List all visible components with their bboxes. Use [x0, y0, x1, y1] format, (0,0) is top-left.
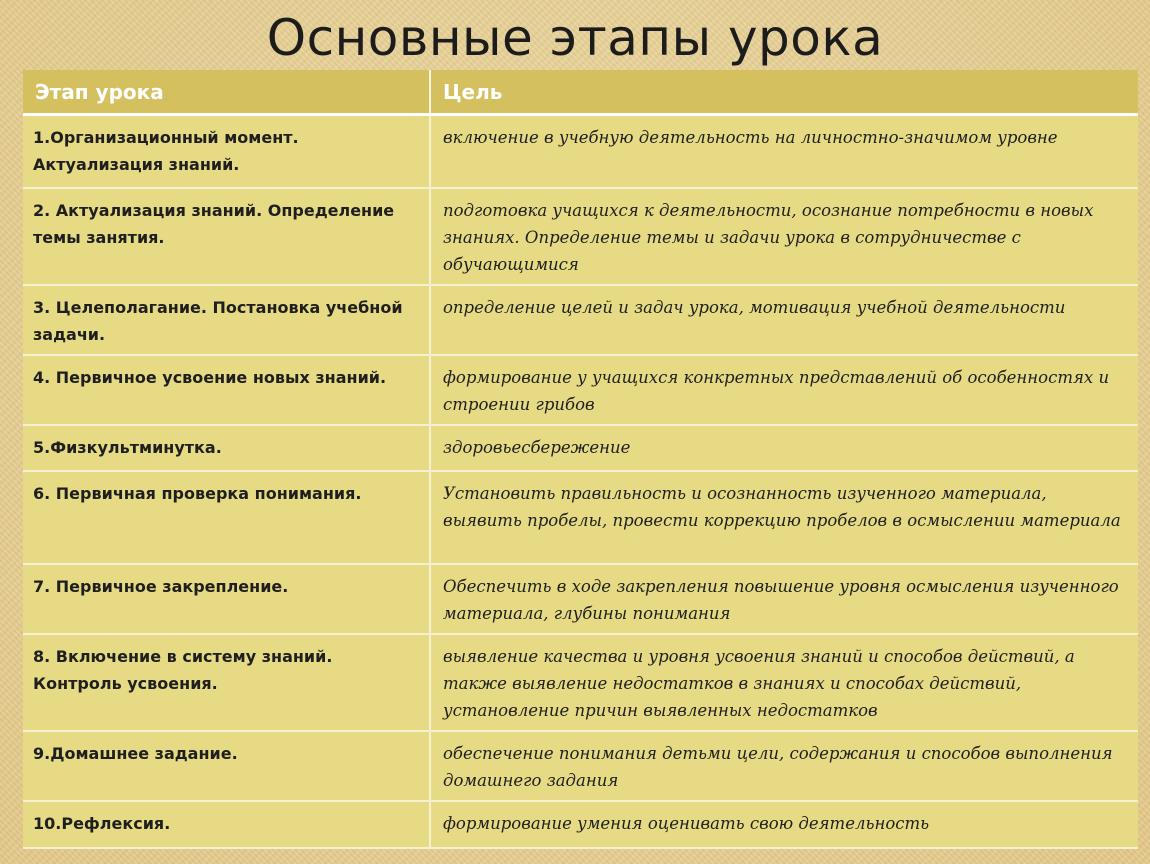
stage-cell: 6. Первичная проверка понимания.: [23, 471, 430, 564]
goal-cell: выявление качества и уровня усвоения знаний и способов действий, а также выявление недостатков в знаниях и способах действий, установление причин выявленных недостатков: [430, 634, 1138, 731]
goal-cell: определение целей и задач урока, мотивация учебной деятельности: [430, 285, 1138, 355]
header-stage: Этап урока: [23, 70, 430, 115]
header-goal: Цель: [430, 70, 1138, 115]
stage-cell: 8. Включение в систему знаний. Контроль усвоения.: [23, 634, 430, 731]
goal-cell: подготовка учащихся к деятельности, осознание потребности в новых знаниях. Определение темы и задачи урока в сотрудничестве с обучающимися: [430, 188, 1138, 285]
table-row: [23, 115, 1138, 188]
stage-cell: 3. Целеполагание. Постановка учебной задачи.: [23, 285, 430, 355]
goal-cell: Установить правильность и осознанность изученного материала, выявить пробелы, провести коррекцию пробелов в осмыслении материала: [430, 471, 1138, 564]
stage-cell: 7. Первичное закрепление.: [23, 564, 430, 634]
goal-cell: формирование у учащихся конкретных представлений об особенностях и строении грибов: [430, 355, 1138, 425]
stage-cell: 2. Актуализация знаний. Определение темы занятия.: [23, 188, 430, 285]
table-row: [23, 801, 1138, 848]
lesson-stages-table: [23, 70, 1138, 849]
table-row: [23, 355, 1138, 425]
goal-cell: формирование умения оценивать свою деятельность: [430, 801, 1138, 848]
stage-cell: 10.Рефлексия.: [23, 801, 430, 848]
stage-cell: 9.Домашнее задание.: [23, 731, 430, 801]
stage-cell: 4. Первичное усвоение новых знаний.: [23, 355, 430, 425]
stage-cell: 5.Физкультминутка.: [23, 425, 430, 471]
slide-title: Основные этапы урока: [266, 9, 884, 67]
table-row: [23, 564, 1138, 634]
table-row: [23, 425, 1138, 471]
table-row: [23, 285, 1138, 355]
goal-cell: Обеспечить в ходе закрепления повышение уровня осмысления изученного материала, глубины понимания: [430, 564, 1138, 634]
goal-cell: включение в учебную деятельность на личностно-значимом уровне: [430, 115, 1138, 188]
stage-cell: 1.Организационный момент. Актуализация знаний.: [23, 115, 430, 188]
table-row: [23, 634, 1138, 731]
goal-cell: обеспечение понимания детьми цели, содержания и способов выполнения домашнего задания: [430, 731, 1138, 801]
table-header-row: [23, 70, 1138, 115]
goal-cell: здоровьесбережение: [430, 425, 1138, 471]
table-row: [23, 471, 1138, 564]
table-row: [23, 188, 1138, 285]
table-row: [23, 731, 1138, 801]
